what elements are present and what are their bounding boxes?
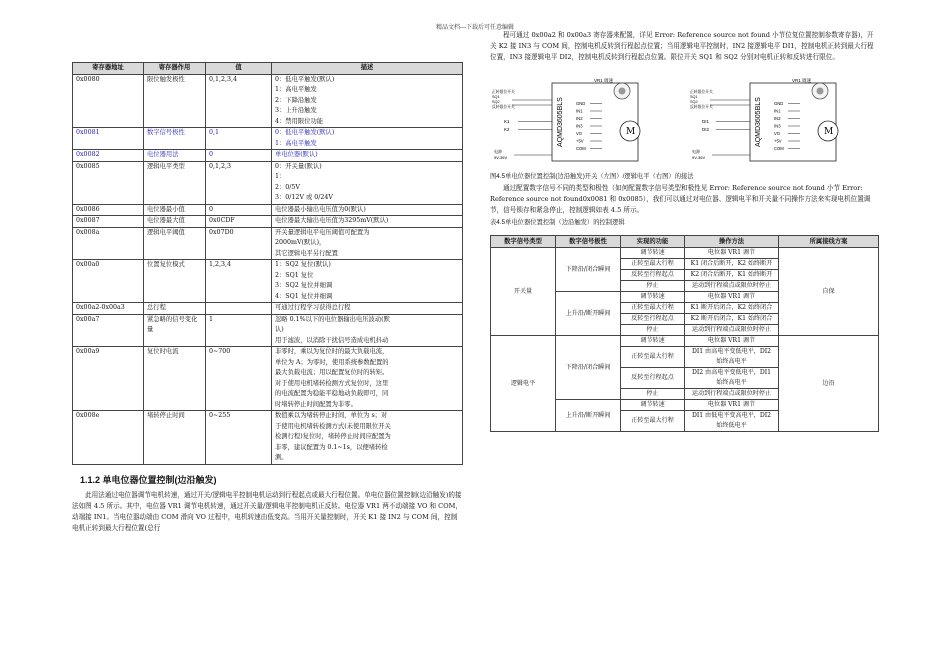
description-line: 1：高电平触发 — [275, 139, 317, 147]
pin-label: IN1 — [576, 108, 583, 114]
register-function: 总行程 — [144, 303, 206, 315]
limit-switch-label: SQ2 — [690, 100, 698, 104]
pin-label: COM — [774, 146, 784, 151]
input-label: DI2 — [702, 127, 710, 132]
description-line: 2：0/5V — [275, 183, 300, 191]
function-cell: 调节转速 — [621, 400, 685, 411]
right-paragraph-2: 通过配置数字信号不同的类型和极性（如何配置数字信号类型和极性见 Error: Reference source not found 小节 Error: Reference source not found0x0081 和 0x0085），我们可以通过对电位器、逻辑电平和开关量不同操作方法来实现电机位置调节，信号锁存和紧急停止，控制逻辑如表 4.5 所示。 — [490, 184, 871, 214]
description-line: 检测行程)复位时，堵转停止时间应配置为 — [275, 433, 391, 440]
function-cell: 正转至最大行程 — [621, 411, 685, 432]
right-column — [490, 30, 878, 432]
potentiometer-knob — [817, 88, 824, 95]
operation-cell: DI2 由高电平变低电平，DI1 始终高电平 — [685, 368, 779, 389]
register-value: 0 — [206, 150, 272, 162]
pin-label: GND — [774, 101, 784, 106]
register-value: 0x07D0 — [206, 227, 272, 260]
register-address: 0x0082 — [73, 150, 144, 162]
description-line: 0：低电平触发(默认) — [275, 75, 335, 83]
motor-label: M — [626, 127, 636, 137]
register-address: 0x00a2-0x00a3 — [73, 303, 144, 315]
header-cell: 数字信号极性 — [556, 236, 621, 248]
power-label: 电源 — [494, 149, 502, 154]
register-description — [272, 216, 463, 228]
register-table-body — [73, 74, 463, 464]
table-row — [73, 303, 463, 315]
register-value: 1,2,3,4 — [206, 260, 272, 303]
function-cell: 反转至行程起点 — [621, 270, 685, 281]
table-row — [73, 216, 463, 228]
pin-label: IN1 — [774, 108, 781, 114]
register-value: 0,1 — [206, 128, 272, 150]
table-row — [73, 347, 463, 411]
input-label: DI1 — [702, 119, 710, 124]
limit-switch-label: 正转限位开关 — [690, 90, 713, 94]
right-paragraph-1: 程可通过 0x00a2 和 0x00a3 寄存器来配置，详见 Error: Reference source not found 小节位复位置控制参数寄存器)，开关 K2 接 IN3 与 COM 间，控制电机反转到行程起点位置；当用逻辑电平控制时，IN2 接逻辑电平 DI1，控制电机正转到最大行程位置，IN3 接逻辑电平 DI2，控制电机反转到行程起点位置。限位开关 SQ1 和 SQ2 分别对电机正转和反转进行限位。 — [490, 31, 874, 61]
operation-cell: DI1 由低电平变高电平，DI2 始终低电平 — [685, 411, 779, 432]
register-description — [272, 260, 463, 303]
input-label: K2 — [504, 127, 510, 132]
table-row — [73, 227, 463, 260]
register-value: 1 — [206, 314, 272, 347]
register-address: 0x00a9 — [73, 347, 144, 411]
left-column — [72, 62, 462, 534]
limit-switch-label: SQ2 — [492, 100, 500, 104]
description-line: 非零，建议配置为 0.1~1s，以便堵转检 — [275, 443, 388, 451]
wiring-scheme: 边沿 — [779, 336, 879, 432]
description-line: 单位为 A；为零时，使用系统参数配置的 — [275, 358, 389, 366]
register-description — [272, 303, 463, 315]
register-value: 0~700 — [206, 347, 272, 411]
table-row — [73, 74, 463, 128]
signal-polarity: 上升沿/断开瞬间 — [556, 400, 621, 432]
description-line: 2：SQ1 复位 — [275, 271, 314, 279]
table-row — [491, 336, 879, 347]
function-cell: 正转至最大行程 — [621, 303, 685, 314]
table-row — [73, 204, 463, 216]
function-cell: 停止 — [621, 325, 685, 336]
wiring-scheme: 自保 — [779, 248, 879, 336]
description-line: 0：开关量(默认) — [275, 162, 322, 170]
power-label: 电源 — [692, 149, 700, 154]
operation-cell: DI1 由高电平变低电平，DI2 始终高电平 — [685, 347, 779, 368]
register-description — [272, 204, 463, 216]
register-address: 0x00a7 — [73, 314, 144, 347]
register-address: 0x0081 — [73, 128, 144, 150]
description-line: 3：SQ2 复位并细调 — [275, 282, 333, 289]
register-value: 0x0CDF — [206, 216, 272, 228]
limit-switch-label: 反转限位开关 — [492, 105, 515, 109]
register-address: 0x00a0 — [73, 260, 144, 303]
figure-caption: 图4.5单电位器位置控制(边沿触发)开关（左图）/逻辑电平（右图）的接法 — [490, 173, 694, 180]
register-function: 限位触发极性 — [144, 74, 206, 128]
table-row — [73, 314, 463, 347]
operation-cell: 运动到行程端点或限位时停止 — [685, 281, 779, 292]
register-description — [272, 347, 463, 411]
chip-label: AQMD3605BLS — [557, 97, 564, 147]
header-cell: 寄存器作用 — [144, 63, 206, 75]
function-cell: 停止 — [621, 389, 685, 400]
register-function: 电位器用法 — [144, 150, 206, 162]
description-line: 3：0/12V 或 0/24V — [275, 194, 333, 201]
register-value: 0~255 — [206, 411, 272, 465]
register-function: 紧急略的信号变化量 — [144, 314, 206, 347]
description-line: 最大负载电流；用以配置复位时的转矩。 — [275, 369, 389, 376]
operation-cell: 电位器 VR1 调节 — [685, 336, 779, 347]
description-line: 电位器最大输出电压值为3295mV(默认) — [275, 217, 389, 224]
table-row — [73, 128, 463, 150]
pin-label: GND — [576, 101, 586, 106]
header-cell: 实现的功能 — [621, 236, 685, 248]
wiring-diagram-switch — [490, 75, 670, 167]
register-value: 0 — [206, 204, 272, 216]
pin-label: +5V — [576, 138, 584, 144]
function-cell: 反转至行程起点 — [621, 314, 685, 325]
signal-type: 逻辑电平 — [491, 336, 556, 432]
pin-label: +5V — [774, 138, 782, 144]
signal-polarity: 上升沿/断开瞬间 — [556, 292, 621, 336]
register-function: 电位器最小值 — [144, 204, 206, 216]
header-cell: 寄存器地址 — [73, 63, 144, 75]
register-address: 0x0087 — [73, 216, 144, 228]
description-line: 测。 — [275, 454, 288, 461]
header-cell: 描述 — [272, 63, 463, 75]
limit-switch-label: SQ1 — [492, 95, 500, 99]
operation-cell: 电位器 VR1 调节 — [685, 400, 779, 411]
limit-switch-label: 反转限位开关 — [690, 105, 713, 109]
table-row — [73, 161, 463, 204]
pin-label: IN3 — [774, 123, 781, 129]
register-address: 0x0086 — [73, 204, 144, 216]
function-cell: 调节转速 — [621, 292, 685, 303]
header-cell: 数字信号类型 — [491, 236, 556, 248]
description-line: 开关量逻辑电平电压阈值可配置为 — [275, 228, 370, 236]
register-value: 0,1,2,3 — [206, 161, 272, 204]
table-row — [491, 248, 879, 259]
description-line: 1： — [275, 173, 286, 180]
description-line: 用于滤波，以消除干扰信号造成电机抖动 — [275, 336, 389, 344]
register-value: 0,1,2,3,4 — [206, 74, 272, 128]
register-description — [272, 411, 463, 465]
register-function: 电位器最大值 — [144, 216, 206, 228]
register-description — [272, 161, 463, 204]
register-function: 逻辑电平阈值 — [144, 227, 206, 260]
description-line: 时堵转停止时间配置为非零。 — [275, 400, 357, 408]
operation-cell: K2 断开后闭合，K1 始终闭合 — [685, 314, 779, 325]
description-line: 4：禁用限位功能 — [275, 117, 324, 125]
function-cell: 停止 — [621, 281, 685, 292]
register-table-header — [73, 63, 463, 75]
register-description — [272, 74, 463, 128]
description-line: 非零时，乘以为复位时的最大负载电流， — [275, 348, 389, 355]
header-cell: 值 — [206, 63, 272, 75]
register-function: 逻辑电平类型 — [144, 161, 206, 204]
description-line: 1：SQ2 复位(默认) — [275, 261, 331, 268]
pin-label: COM — [576, 146, 586, 151]
pin-label: IN3 — [576, 123, 583, 129]
potentiometer-knob — [619, 88, 626, 95]
function-cell: 调节转速 — [621, 336, 685, 347]
register-table — [72, 62, 463, 465]
pin-label: IN2 — [576, 116, 583, 121]
header-cell: 所属接线方案 — [779, 236, 879, 248]
description-line: 1：高电平触发 — [275, 86, 317, 93]
table-row — [73, 260, 463, 303]
description-line: 2000mV(默认)， — [275, 239, 326, 246]
operation-cell: 电位器 VR1 调节 — [685, 248, 779, 259]
register-address: 0x008a — [73, 227, 144, 260]
register-address: 0x008e — [73, 411, 144, 465]
pin-label: VO — [774, 131, 781, 136]
table-row — [73, 150, 463, 162]
register-function: 复位时电流 — [144, 347, 206, 411]
wiring-diagram-logic — [688, 75, 868, 167]
description-line: 其它逻辑电平另行配置 — [275, 249, 338, 257]
table-row — [73, 411, 463, 465]
description-line: 认) — [275, 326, 284, 333]
register-address: 0x0085 — [73, 161, 144, 204]
description-line: 的电流配置为稳能平稳地动负载即可，同 — [275, 390, 389, 397]
operation-cell: K1 闭合后断开，K2 始终断开 — [685, 259, 779, 270]
description-line: 电位器最小输出电压值为0(默认) — [275, 205, 366, 213]
register-description — [272, 128, 463, 150]
pin-label: IN2 — [774, 116, 781, 121]
limit-switch-label: 正转限位开关 — [492, 90, 515, 94]
description-line: 4：SQ1 复位并细调 — [275, 292, 333, 300]
description-line: 3：上升沿触发 — [275, 107, 317, 114]
logic-table-body — [491, 248, 879, 432]
register-function: 位置复位模式 — [144, 260, 206, 303]
pin-label: VO — [576, 131, 583, 136]
potentiometer-label: VR1 调速 — [594, 78, 614, 83]
description-line: 2：下降沿触发 — [275, 96, 317, 104]
register-description — [272, 227, 463, 260]
table-caption: 表4.5单电位器位置控制（边沿触发）的控制逻辑 — [490, 219, 625, 226]
function-cell: 调节转速 — [621, 248, 685, 259]
section-title: 1.1.2 单电位器位置控制(边沿触发) — [80, 474, 217, 485]
logic-table-header — [491, 236, 879, 248]
register-value — [206, 303, 272, 315]
header-cell: 操作方法 — [685, 236, 779, 248]
signal-type: 开关量 — [491, 248, 556, 336]
operation-cell: K1 断开后闭合，K2 始终闭合 — [685, 303, 779, 314]
function-cell: 正转至最大行程 — [621, 347, 685, 368]
wiring-diagrams — [490, 75, 878, 167]
power-voltage: 9V-36V — [494, 155, 508, 160]
description-line: 单电位器(默认) — [275, 151, 318, 158]
potentiometer-label: VR1 调速 — [792, 78, 812, 83]
description-line: 于使用电机堵转检测方式(未使用限位开关 — [275, 422, 391, 430]
description-line: 可通过行程学习获得总行程 — [275, 304, 351, 311]
chip-label: AQMD3605BLS — [755, 97, 762, 147]
operation-cell: K2 闭合后断开，K1 始终断开 — [685, 270, 779, 281]
description-line: 对于使用电机堵转检测方式复位时，这里 — [275, 379, 389, 387]
power-voltage: 9V-36V — [692, 155, 706, 160]
register-description — [272, 314, 463, 347]
operation-cell: 电位器 VR1 调节 — [685, 292, 779, 303]
input-label: K1 — [504, 119, 510, 124]
operation-cell: 运动到行程端点或限位时停止 — [685, 389, 779, 400]
motor-label: M — [824, 127, 834, 137]
limit-switch-label: SQ1 — [690, 95, 698, 99]
signal-polarity: 下降沿/闭合瞬间 — [556, 336, 621, 400]
register-address: 0x0080 — [73, 74, 144, 128]
register-function: 堵转停止时间 — [144, 411, 206, 465]
description-line: 忽略 0.1%以下的电位器输出电压波动(默 — [275, 315, 390, 323]
register-function: 数字信号极性 — [144, 128, 206, 150]
description-line: 0：低电平触发(默认) — [275, 129, 335, 136]
function-cell: 正转至最大行程 — [621, 259, 685, 270]
page-header: 精品文档---下载后可任意编辑 — [435, 24, 515, 31]
signal-polarity: 下降沿/闭合瞬间 — [556, 248, 621, 292]
function-cell: 反转至行程起点 — [621, 368, 685, 389]
register-description — [272, 150, 463, 162]
description-line: 数值乘以为堵转停止时间，单位为 s；对 — [275, 412, 388, 419]
operation-cell: 运动到行程端点或限位时停止 — [685, 325, 779, 336]
logic-table — [490, 235, 879, 432]
left-paragraph: 此用法通过电位器调节电机转速，通过开关/逻辑电平控制电机运动到行程起点或最大行程位置。单电位器位置控制(边沿触发)的接法如图 4.5 所示。其中，电位器 VR1 调节电机转速，通过开关量/逻辑电平控制电机正反转。电位器 VR1 两不动端接 VO 和 COM，动端接 IN1。当电位器动端由 COM 滑向 VO 过程中，电机转速由低变高。当用开关量控制时，开关 K1 接 IN2 与 COM 间，控制电机正转到最大行程位置(总行 — [72, 490, 462, 532]
